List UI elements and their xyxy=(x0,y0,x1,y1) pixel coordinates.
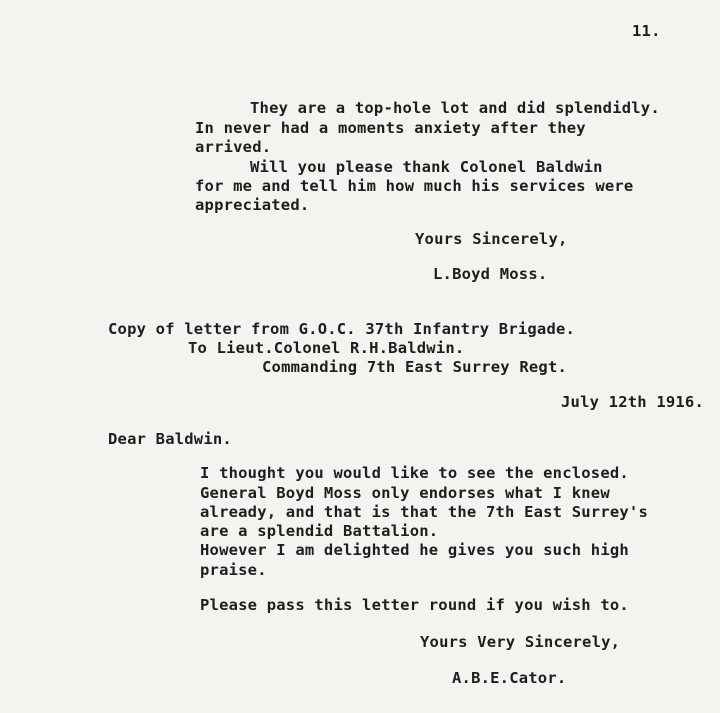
page-number: 11. xyxy=(632,22,661,40)
letter1-line-3: arrived. xyxy=(195,138,272,156)
letter2-signature: A.B.E.Cator. xyxy=(452,669,567,687)
letter2-line-4: are a splendid Battalion. xyxy=(200,522,439,540)
letter2-closing: Yours Very Sincerely, xyxy=(420,633,621,651)
letter2-line-1: I thought you would like to see the enclosed. xyxy=(200,464,629,482)
letter1-line-6: appreciated. xyxy=(195,196,310,214)
letter2-line-6: praise. xyxy=(200,561,267,579)
letter2-salutation: Dear Baldwin. xyxy=(108,430,232,448)
letter1-line-4: Will you please thank Colonel Baldwin xyxy=(250,158,603,176)
heading-line-3: Commanding 7th East Surrey Regt. xyxy=(262,358,568,376)
letter1-closing: Yours Sincerely, xyxy=(415,230,568,248)
heading-line-1: Copy of letter from G.O.C. 37th Infantry Brigade. xyxy=(108,320,576,338)
letter1-signature: L.Boyd Moss. xyxy=(433,265,548,283)
letter2-line-2: General Boyd Moss only endorses what I knew xyxy=(200,484,610,502)
heading-line-2: To Lieut.Colonel R.H.Baldwin. xyxy=(188,339,465,357)
letter2-line-7: Please pass this letter round if you wish to. xyxy=(200,596,629,614)
letter1-line-1: They are a top-hole lot and did splendidly. xyxy=(250,99,660,117)
letter2-line-3: already, and that is that the 7th East Surrey's xyxy=(200,503,648,521)
letter-date: July 12th 1916. xyxy=(561,393,704,411)
letter1-line-5: for me and tell him how much his services were xyxy=(195,177,634,195)
letter2-line-5: However I am delighted he gives you such high xyxy=(200,541,629,559)
letter1-line-2: In never had a moments anxiety after they xyxy=(195,119,586,137)
